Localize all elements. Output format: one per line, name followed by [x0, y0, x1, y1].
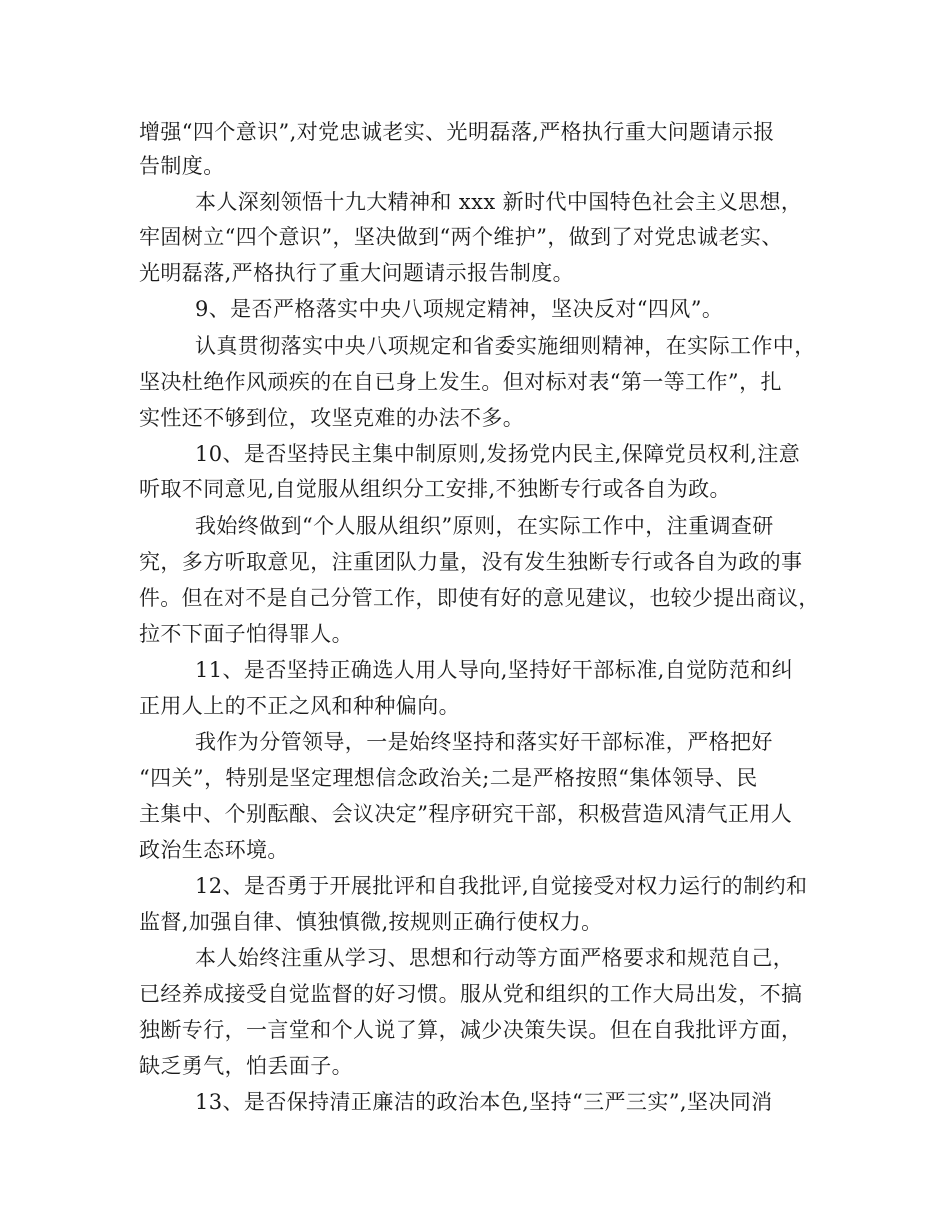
text-line: 增强“四个意识”,对党忠诚老实、光明磊落,严格执行重大问题请示报: [139, 120, 775, 144]
text-line: 件。但在对不是自己分管工作，即使有好的意见建议，也较少提出商议，: [139, 586, 820, 610]
text-line: 10、是否坚持民主集中制原则,发扬党内民主,保障党员权利,注意: [195, 442, 801, 466]
text-line: 究，多方听取意见，注重团队力量，没有发生独断专行或各自为政的事: [139, 550, 803, 574]
text-line: 9、是否严格落实中央八项规定精神，坚决反对“四风”。: [195, 297, 724, 321]
text-line: 本人始终注重从学习、思想和行动等方面严格要求和规范自己，: [195, 946, 795, 970]
text-line: 实性还不够到位，攻坚克难的办法不多。: [139, 406, 525, 430]
text-line: 正用人上的不正之风和种种偏向。: [139, 694, 460, 718]
text-line: “四关”，特别是坚定理想信念政治关;二是严格按照“集体领导、民: [139, 766, 758, 790]
text-line: 我作为分管领导，一是始终坚持和落实好干部标准，严格把好: [195, 730, 773, 754]
text-line: 13、是否保持清正廉洁的政治本色,坚持“三严三实”,坚决同消: [195, 1090, 773, 1114]
text-line: 本人深刻领悟十九大精神和 xxx 新时代中国特色社会主义思想，: [195, 190, 803, 214]
text-line: 牢固树立“四个意识”，坚决做到“两个维护”，做到了对党忠诚老实、: [139, 225, 783, 249]
text-line: 坚决杜绝作风顽疾的在自已身上发生。但对标对表“第一等工作”，扎: [139, 370, 782, 394]
text-line: 光明磊落,严格执行了重大问题请示报告制度。: [139, 261, 575, 285]
text-line: 监督,加强自律、慎独慎微,按规则正确行使权力。: [139, 910, 603, 934]
text-line: 主集中、个别酝酿、会议决定”程序研究干部，积极营造风清气正用人: [139, 802, 793, 826]
text-line: 11、是否坚持正确选人用人导向,坚持好干部标准,自觉防范和纠: [195, 658, 794, 682]
text-line: 听取不同意见,自觉服从组织分工安排,不独断专行或各自为政。: [139, 477, 731, 501]
text-line: 我始终做到“个人服从组织”原则，在实际工作中，注重调查研: [195, 514, 774, 538]
text-line: 告制度。: [139, 154, 225, 178]
text-line: 拉不下面子怕得罪人。: [139, 622, 353, 646]
text-line: 政治生态环境。: [139, 838, 289, 862]
text-line: 已经养成接受自觉监督的好习惯。服从党和组织的工作大局出发，不搞: [139, 982, 803, 1006]
text-line: 12、是否勇于开展批评和自我批评,自觉接受对权力运行的制约和: [195, 874, 808, 898]
text-line: 独断专行，一言堂和个人说了算，减少决策失误。但在自我批评方面，: [139, 1018, 803, 1042]
text-line: 缺乏勇气，怕丢面子。: [139, 1054, 353, 1078]
text-line: 认真贯彻落实中央八项规定和省委实施细则精神，在实际工作中，: [195, 334, 816, 358]
